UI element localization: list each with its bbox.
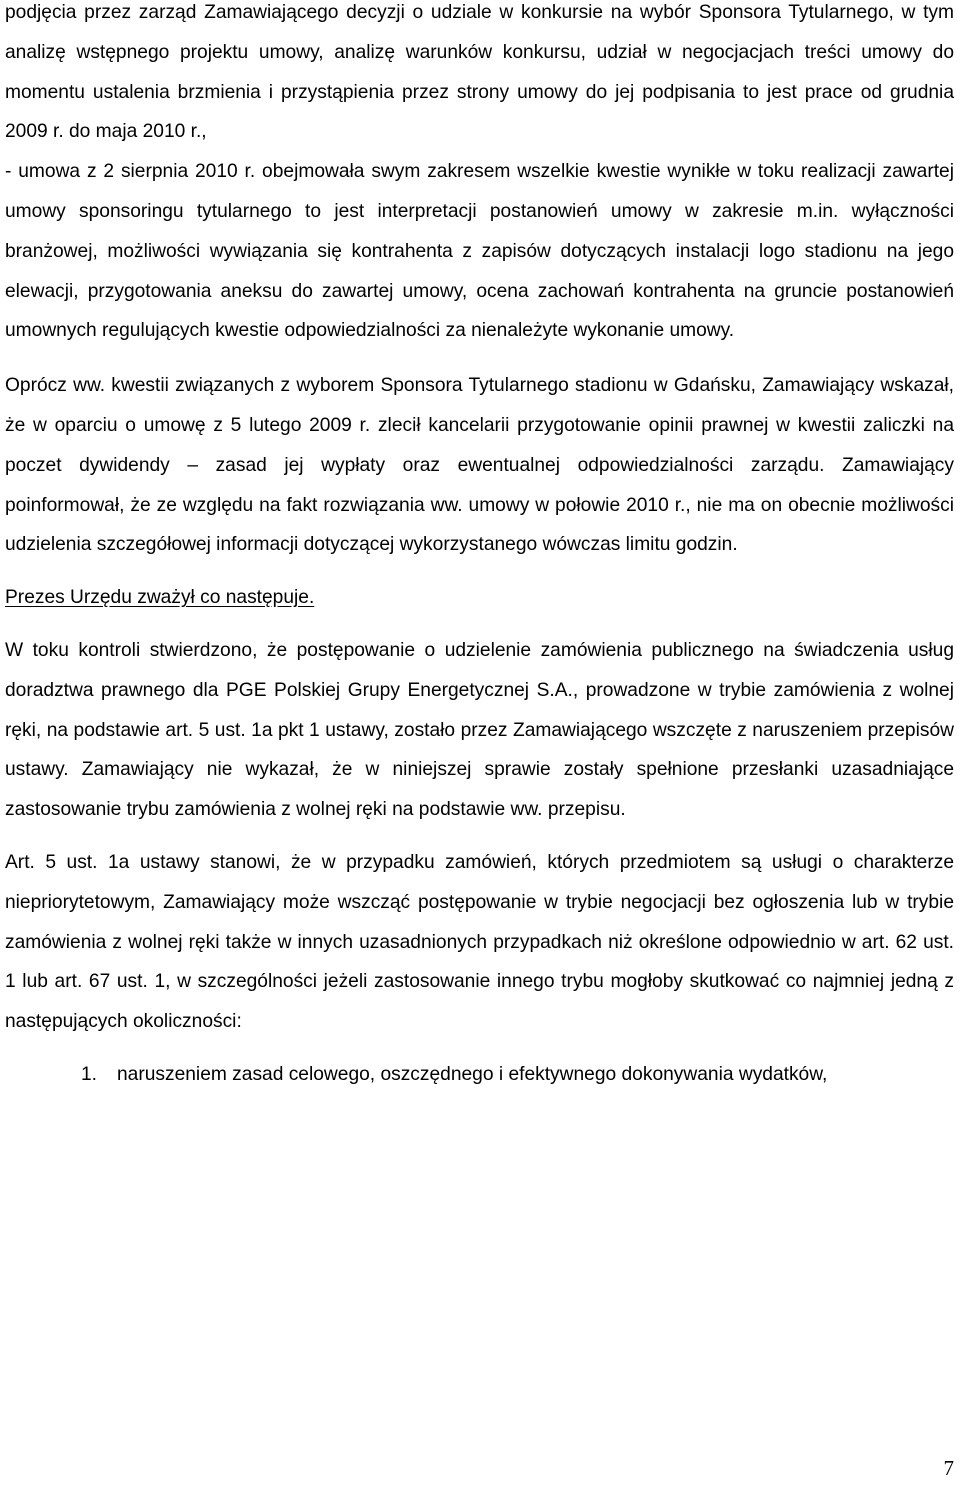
numbered-list [5, 1055, 954, 1095]
list-item-number: 1. [81, 1063, 98, 1085]
list-item [5, 1055, 954, 1095]
document-page [5, 0, 954, 1095]
paragraph: Oprócz ww. kwestii związanych z wyborem Sponsora Tytularnego stadionu w Gdańsku, Zamawiający wskazał, że w oparciu o umowę z 5 lutego 2009 r. zlecił kancelarii przygotowanie opinii prawnej w kwestii zaliczki na poczet dywidendy – zasad jej wypłaty oraz ewentualnej odpowiedzialności zarządu. Zamawiający poinformował, że ze względu na fakt rozwiązania ww. umowy w połowie 2010 r., nie ma on obecnie możliwości udzielenia szczegółowej informacji dotyczącej wykorzystanego wówczas limitu godzin. [5, 375, 954, 556]
paragraph: Art. 5 ust. 1a ustawy stanowi, że w przypadku zamówień, których przedmiotem są usługi o charakterze niepriorytetowym, Zamawiający może wszcząć postępowanie w trybie negocjacji bez ogłoszenia lub w trybie zamówienia z wolnej ręki także w innych uzasadnionych przypadkach niż określone odpowiednio w art. 62 ust. 1 lub art. 67 ust. 1, w szczególności jeżeli zastosowanie innego trybu mogłoby skutkować co najmniej jedną z następujących okoliczności: [5, 851, 954, 1033]
section-heading: Prezes Urzędu zważył co następuje. [5, 587, 315, 609]
paragraph: podjęcia przez zarząd Zamawiającego decyzji o udziale w konkursie na wybór Sponsora Tytularnego, w tym analizę wstępnego projektu umowy, analizę warunków konkursu, udział w negocjacjach treści umowy do momentu ustalenia brzmienia i przystąpienia przez strony umowy do jej podpisania to jest prace od grudnia 2009 r. do maja 2010 r., [5, 2, 954, 143]
page-number: 7 [943, 1456, 954, 1480]
list-item-text: naruszeniem zasad celowego, oszczędnego i efektywnego dokonywania wydatków, [117, 1063, 828, 1085]
paragraph: - umowa z 2 sierpnia 2010 r. obejmowała swym zakresem wszelkie kwestie wynikłe w toku realizacji zawartej umowy sponsoringu tytularnego to jest interpretacji postanowień umowy w zakresie m.in. wyłączności branżowej, możliwości wywiązania się kontrahenta z zapisów dotyczących instalacji logo stadionu na jego elewacji, przygotowania aneksu do zawartej umowy, ocena zachowań kontrahenta na gruncie postanowień umownych regulujących kwestie odpowiedzialności za nienależyte wykonanie umowy. [5, 161, 954, 342]
paragraph: W toku kontroli stwierdzono, że postępowanie o udzielenie zamówienia publicznego na świadczenia usług doradztwa prawnego dla PGE Polskiej Grupy Energetycznej S.A., prowadzone w trybie zamówienia z wolnej ręki, na podstawie art. 5 ust. 1a pkt 1 ustawy, zostało przez Zamawiającego wszczęte z naruszeniem przepisów ustawy. Zamawiający nie wykazał, że w niniejszej sprawie zostały spełnione przesłanki uzasadniające zastosowanie trybu zamówienia z wolnej ręki na podstawie ww. przepisu. [5, 639, 954, 821]
